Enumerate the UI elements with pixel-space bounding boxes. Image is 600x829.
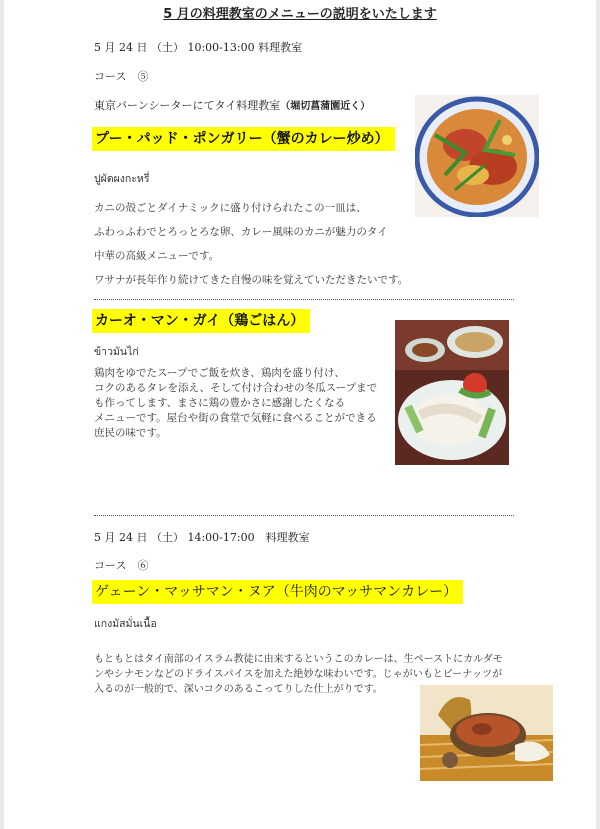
session1-location bbox=[94, 97, 370, 113]
page-edge-right bbox=[596, 0, 600, 829]
dish1-name: プー・パッド・ポンガリー（蟹のカレー炒め） bbox=[92, 127, 395, 151]
session2-course: コース ⑥ bbox=[94, 559, 149, 572]
divider bbox=[94, 515, 514, 516]
location-note: （堀切菖蒲園近く） bbox=[280, 101, 371, 112]
dish2-desc-line: も作ってします、まさに鶏の豊かさに感謝したくなる bbox=[94, 397, 346, 409]
session2-datetime: 5 月 24 日 （土） 14:00-17:00 料理教室 bbox=[94, 531, 310, 544]
dish2-name: カーオ・マン・ガイ（鶏ごはん） bbox=[92, 309, 310, 333]
dish3-desc-line: もともとはタイ南部のイスラム教徒に由来するというこのカレーは、生ペーストにカルダモ bbox=[94, 654, 503, 665]
dish2-photo bbox=[395, 320, 509, 465]
session1-datetime: 5 月 24 日 （土） 10:00-13:00 料理教室 bbox=[94, 41, 303, 54]
dish1-photo bbox=[415, 95, 539, 217]
dish3-thai-name: แกงมัสมั่นเนื้อ bbox=[94, 618, 157, 630]
dish1-desc-line: カニの殻ごとダイナミックに盛り付けられたこの一皿は、 bbox=[94, 202, 367, 214]
location-text: 東京バーンシーターにてタイ料理教室 bbox=[94, 99, 281, 112]
dish2-desc-line: メニューです。屋台や街の食堂で気軽に食べることができる bbox=[94, 412, 377, 424]
dish3-desc-line: 入るのが一般的で、深いコクのあるこってりした仕上がりです。 bbox=[94, 684, 383, 695]
dish2-desc-line: 鶏肉をゆでたスープでご飯を炊き、鶏肉を盛り付け、 bbox=[94, 367, 345, 379]
dish1-desc-line: ふわっふわでとろっとろな卵、カレー風味のカニが魅力のタイ bbox=[94, 226, 388, 238]
dish3-desc-line: ンやシナモンなどのドライスパイスを加えた絶妙な味わいです。じゃがいもとピーナッツが bbox=[94, 669, 503, 680]
dish2-thai-name: ข้าวมันไก่ bbox=[94, 346, 139, 358]
dish2-desc-line: 庶民の味です。 bbox=[94, 427, 167, 439]
dish3-name: ゲェーン・マッサマン・ヌア（牛肉のマッサマンカレー） bbox=[92, 580, 463, 604]
dish2-desc-line: コクのあるタレを添え、そして付け合わせの冬瓜スープまで bbox=[94, 382, 378, 394]
page-edge-left bbox=[0, 0, 4, 829]
dish1-thai-name: ปูผัดผงกะหรี่ bbox=[94, 173, 150, 185]
dish3-photo bbox=[420, 685, 553, 781]
page-title: 5 月の料理教室のメニューの説明をいたします bbox=[163, 7, 437, 22]
dish1-desc-line: 中華の高級メニューです。 bbox=[94, 250, 220, 262]
divider bbox=[94, 299, 514, 300]
session1-course: コース ⑤ bbox=[94, 70, 149, 83]
dish1-desc-line: ワサナが長年作り続けてきた自慢の味を覚えていただきたいです。 bbox=[94, 274, 409, 286]
